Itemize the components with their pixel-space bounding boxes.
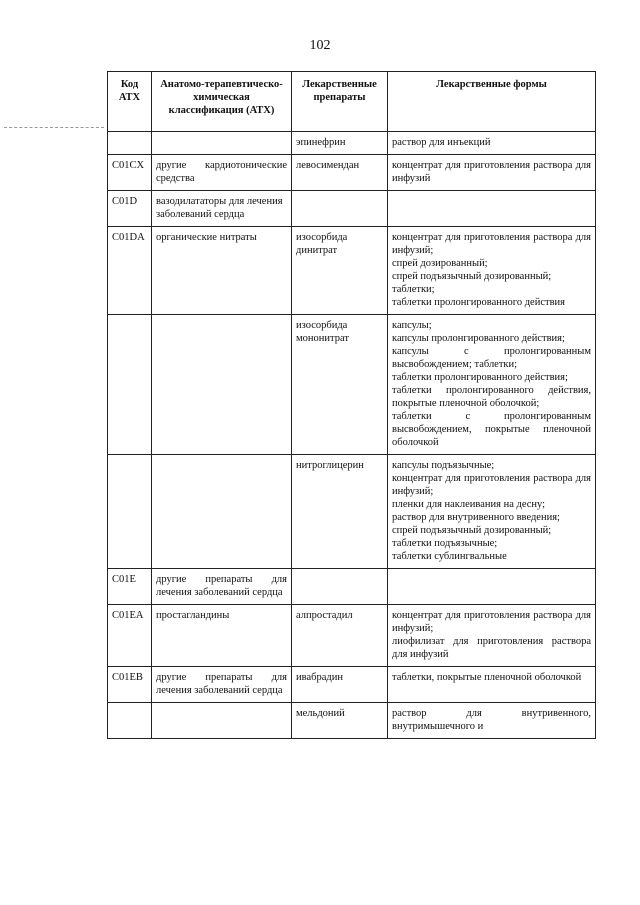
cell-drug (292, 191, 388, 227)
cell-drug: нитроглицерин (292, 455, 388, 569)
cell-forms (388, 569, 596, 605)
cell-forms (388, 315, 596, 455)
cell-forms (388, 455, 596, 569)
table-row (108, 703, 596, 739)
table-row (108, 132, 596, 155)
cell-code (108, 703, 152, 739)
cell-forms (388, 667, 596, 703)
cell-code (108, 132, 152, 155)
header-forms: Лекарственные формы (388, 72, 596, 132)
form-item: таблетки пролонгированного действия (392, 297, 565, 308)
header-drugs: Лекарственные препараты (292, 72, 388, 132)
cell-drug: эпинефрин (292, 132, 388, 155)
cell-code (108, 455, 152, 569)
cell-classification (152, 455, 292, 569)
cell-forms (388, 227, 596, 315)
cell-code: C01EA (108, 605, 152, 667)
form-item: таблетки с пролонгированным высвобождением, покрытые пленочной оболочкой (392, 411, 591, 448)
form-item: концентрат для приготовления раствора для инфузий; (392, 473, 591, 497)
cell-classification (152, 132, 292, 155)
cell-classification: простагландины (152, 605, 292, 667)
cell-classification (152, 703, 292, 739)
cell-classification (152, 315, 292, 455)
table-row (108, 315, 596, 455)
atc-table (107, 71, 596, 739)
form-item: капсулы с пролонгированным высвобождением; таблетки; (392, 346, 591, 370)
form-item: капсулы пролонгированного действия; (392, 333, 565, 344)
cell-drug: ивабрадин (292, 667, 388, 703)
table-row (108, 155, 596, 191)
cell-drug: левосимендан (292, 155, 388, 191)
cell-classification: другие кардиотонические средства (152, 155, 292, 191)
cell-drug: изосорбида динитрат (292, 227, 388, 315)
form-item: таблетки сублингвальные (392, 551, 507, 562)
cell-drug (292, 569, 388, 605)
table-row (108, 667, 596, 703)
form-item: пленки для наклеивания на десну; (392, 499, 546, 510)
cell-forms (388, 191, 596, 227)
form-item: спрей подъязычный дозированный; (392, 271, 552, 282)
cell-forms (388, 132, 596, 155)
form-item: таблетки пролонгированного действия; (392, 372, 568, 383)
form-item: таблетки, покрытые пленочной оболочкой (392, 672, 582, 683)
cell-classification: органические нитраты (152, 227, 292, 315)
cell-code: C01D (108, 191, 152, 227)
cell-drug: алпростадил (292, 605, 388, 667)
cell-code: C01CX (108, 155, 152, 191)
cell-drug: изосорбида мононитрат (292, 315, 388, 455)
form-item: таблетки подъязычные; (392, 538, 498, 549)
form-item: лиофилизат для приготовления раствора для инфузий (392, 636, 591, 660)
form-item: концентрат для приготовления раствора для инфузий; (392, 610, 591, 634)
cell-forms (388, 703, 596, 739)
form-item: капсулы; (392, 320, 432, 331)
form-item: таблетки пролонгированного действия, покрытые пленочной оболочкой; (392, 385, 591, 409)
page-number: 102 (309, 38, 331, 53)
form-item: капсулы подъязычные; (392, 460, 495, 471)
table-row (108, 191, 596, 227)
form-item: раствор для внутривенного, внутримышечного и (392, 708, 591, 732)
form-item: спрей дозированный; (392, 258, 488, 269)
margin-mark (4, 127, 104, 128)
cell-classification: другие препараты для лечения заболеваний сердца (152, 569, 292, 605)
table-row (108, 455, 596, 569)
form-item: раствор для внутривенного введения; (392, 512, 560, 523)
cell-code (108, 315, 152, 455)
cell-classification: вазодилататоры для лечения заболеваний сердца (152, 191, 292, 227)
table-row (108, 227, 596, 315)
header-code: Код АТХ (108, 72, 152, 132)
form-item: концентрат для приготовления раствора для инфузий (392, 160, 591, 184)
form-item: спрей подъязычный дозированный; (392, 525, 552, 536)
cell-forms (388, 605, 596, 667)
form-item: раствор для инъекций (392, 137, 491, 148)
cell-code: C01DA (108, 227, 152, 315)
cell-code: C01E (108, 569, 152, 605)
cell-forms (388, 155, 596, 191)
table-row (108, 569, 596, 605)
cell-drug: мельдоний (292, 703, 388, 739)
cell-classification: другие препараты для лечения заболеваний сердца (152, 667, 292, 703)
form-item: таблетки; (392, 284, 435, 295)
table-row (108, 605, 596, 667)
table-header-row (108, 72, 596, 132)
form-item: концентрат для приготовления раствора для инфузий; (392, 232, 591, 256)
cell-code: C01EB (108, 667, 152, 703)
header-classification: Анатомо-терапевтическо-химическая классификация (АТХ) (152, 72, 292, 132)
